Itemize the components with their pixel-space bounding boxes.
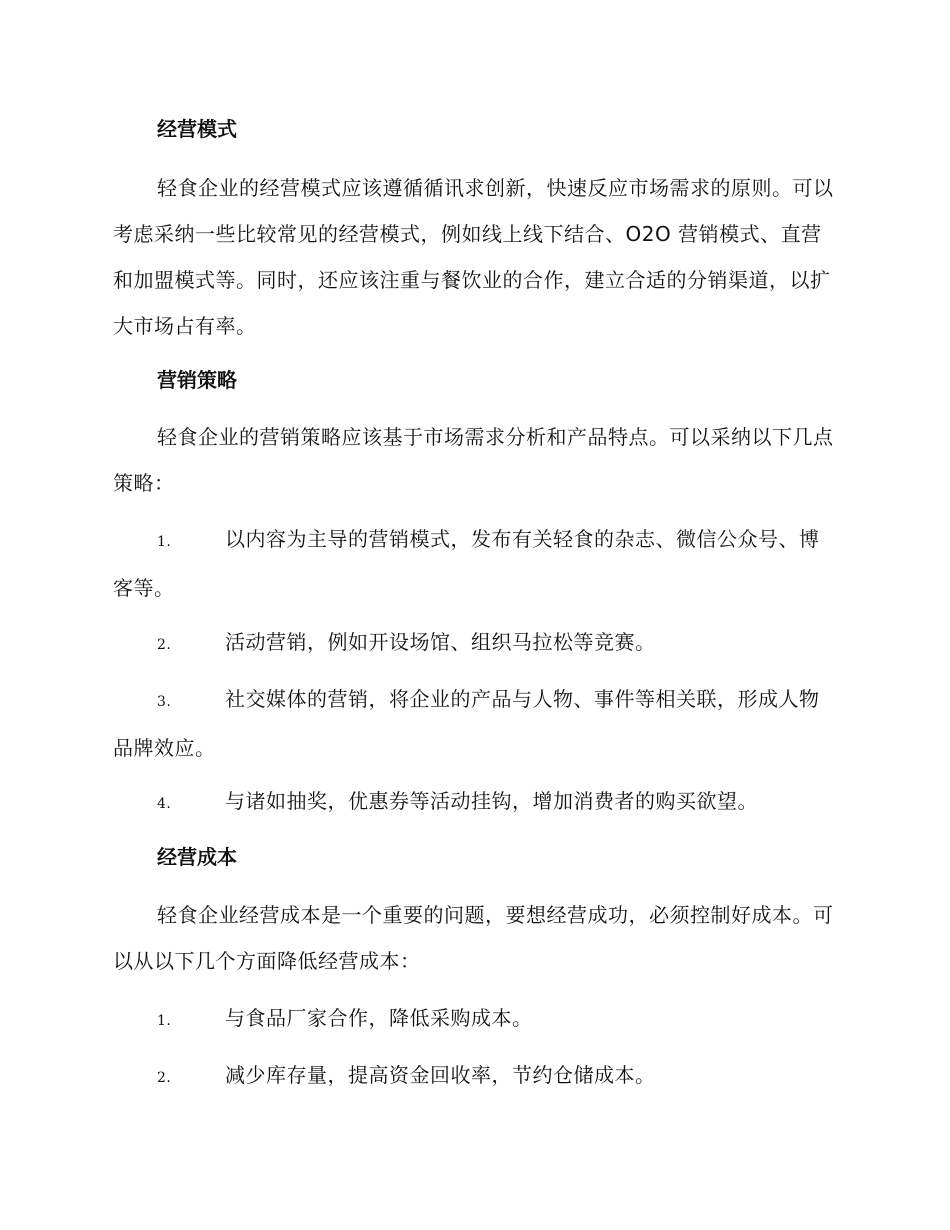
list-item-number: 2. — [157, 637, 172, 653]
list-item-number: 2. — [157, 1070, 172, 1086]
section-heading: 经营成本 — [157, 845, 237, 869]
list-item-text: 活动营销，例如开设场馆、组织马拉松等竞赛。 — [225, 630, 656, 654]
list-item-text: 与诸如抽奖，优惠券等活动挂钩，增加消费者的购买欲望。 — [225, 789, 758, 813]
list-item — [113, 1052, 838, 1101]
section-paragraph: 轻食企业的经营模式应该遵循循讯求创新，快速反应市场需求的原则。可以考虑采纳一些比较常见的经营模式，例如线上线下结合、O2O 营销模式、直营和加盟模式等。同时，还应该注重与餐饮业的合作，建立合适的分销渠道，以扩大市场占有率。 — [113, 176, 834, 338]
list-item — [113, 676, 838, 771]
list-item-number: 1. — [157, 534, 172, 550]
list-item — [113, 995, 838, 1044]
section-heading: 经营模式 — [157, 117, 237, 141]
section-heading: 营销策略 — [157, 368, 237, 392]
list-item-text: 减少库存量，提高资金回收率，节约仓储成本。 — [225, 1063, 656, 1087]
list-item — [113, 619, 838, 668]
list-item-number: 1. — [157, 1013, 172, 1029]
section-paragraph: 轻食企业的营销策略应该基于市场需求分析和产品特点。可以采纳以下几点策略： — [113, 425, 834, 495]
section-paragraph: 轻食企业经营成本是一个重要的问题，要想经营成功，必须控制好成本。可以从以下几个方面降低经营成本： — [113, 903, 834, 973]
list-item — [113, 516, 838, 611]
list-item-number: 3. — [157, 694, 172, 710]
list-item-text: 以内容为主导的营销模式，发布有关轻食的杂志、微信公众号、博客等。 — [113, 527, 820, 600]
list-item-text: 与食品厂家合作，降低采购成本。 — [225, 1006, 533, 1030]
list-item — [113, 778, 838, 827]
list-item-number: 4. — [157, 796, 172, 812]
list-item-text: 社交媒体的营销，将企业的产品与人物、事件等相关联，形成人物品牌效应。 — [113, 687, 820, 760]
